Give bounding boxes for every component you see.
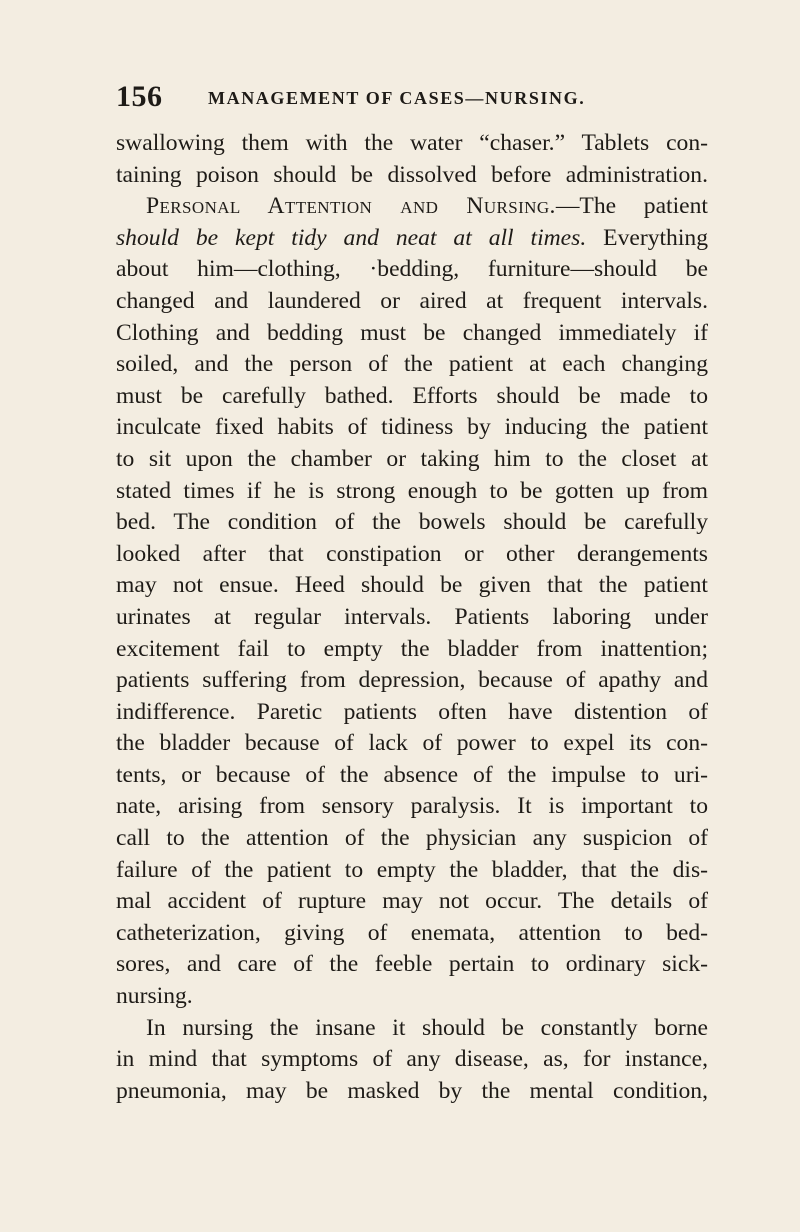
- text-line: must be carefully bathed. Efforts should be made to: [116, 382, 708, 409]
- text-line: call to the attention of the physician any suspicion of: [116, 825, 708, 852]
- text-line: Clothing and bedding must be changed immediately if: [116, 319, 708, 346]
- body-text: [116, 128, 708, 1107]
- text-line: inculcate fixed habits of tidiness by inducing the patient: [116, 414, 708, 441]
- text-line: taining poison should be dissolved before administration.: [116, 161, 708, 188]
- running-title: MANAGEMENT OF CASES—NURSING.: [208, 88, 586, 108]
- text-line: about him—clothing, ·bedding, furniture—should be: [116, 256, 708, 283]
- text-line: sores, and care of the feeble pertain to ordinary sick-: [116, 951, 708, 978]
- text-line: [116, 223, 708, 255]
- text-line: In nursing the insane it should be constantly borne: [146, 1014, 708, 1041]
- text-line: nursing.: [116, 983, 193, 1010]
- text-line: stated times if he is strong enough to be gotten up from: [116, 477, 708, 504]
- text-fragment: —The patient: [555, 193, 708, 220]
- text-line: patients suffering from depression, because of apathy and: [116, 667, 708, 694]
- text-line: nate, arising from sensory paralysis. It is important to: [116, 793, 708, 820]
- text-line: bed. The condition of the bowels should be carefully: [116, 509, 708, 536]
- text-line: in mind that symptoms of any disease, as, for instance,: [116, 1046, 708, 1073]
- text-line: the bladder because of lack of power to expel its con-: [116, 730, 708, 757]
- text-line: mal accident of rupture may not occur. The details of: [116, 888, 708, 915]
- text-line: excitement fail to empty the bladder from inattention;: [116, 635, 708, 662]
- running-head: [116, 80, 708, 114]
- text-line: swallowing them with the water “chaser.” Tablets con-: [116, 130, 708, 156]
- text-line: changed and laundered or aired at frequent intervals.: [116, 287, 708, 314]
- text-line: failure of the patient to empty the bladder, that the dis-: [116, 856, 708, 883]
- page-number: 156: [116, 80, 163, 113]
- text-line: soiled, and the person of the patient at each changing: [116, 351, 708, 378]
- text-line: may not ensue. Heed should be given that the patient: [116, 572, 708, 599]
- text-line: tents, or because of the absence of the impulse to uri-: [116, 761, 708, 788]
- text-line: catheterization, giving of enemata, attention to bed-: [116, 919, 708, 946]
- text-line: to sit upon the chamber or taking him to the closet at: [116, 445, 708, 472]
- text-line: indifference. Paretic patients often have distention of: [116, 698, 708, 725]
- text-fragment: Everything: [603, 224, 708, 251]
- section-heading-line: [116, 191, 708, 223]
- italic-text: should be kept tidy and neat at all times.: [116, 224, 587, 251]
- section-heading: Personal Attention and Nursing.: [146, 193, 556, 220]
- text-line: pneumonia, may be masked by the mental condition,: [116, 1077, 708, 1104]
- text-line: looked after that constipation or other derangements: [116, 540, 708, 567]
- text-line: urinates at regular intervals. Patients laboring under: [116, 603, 708, 630]
